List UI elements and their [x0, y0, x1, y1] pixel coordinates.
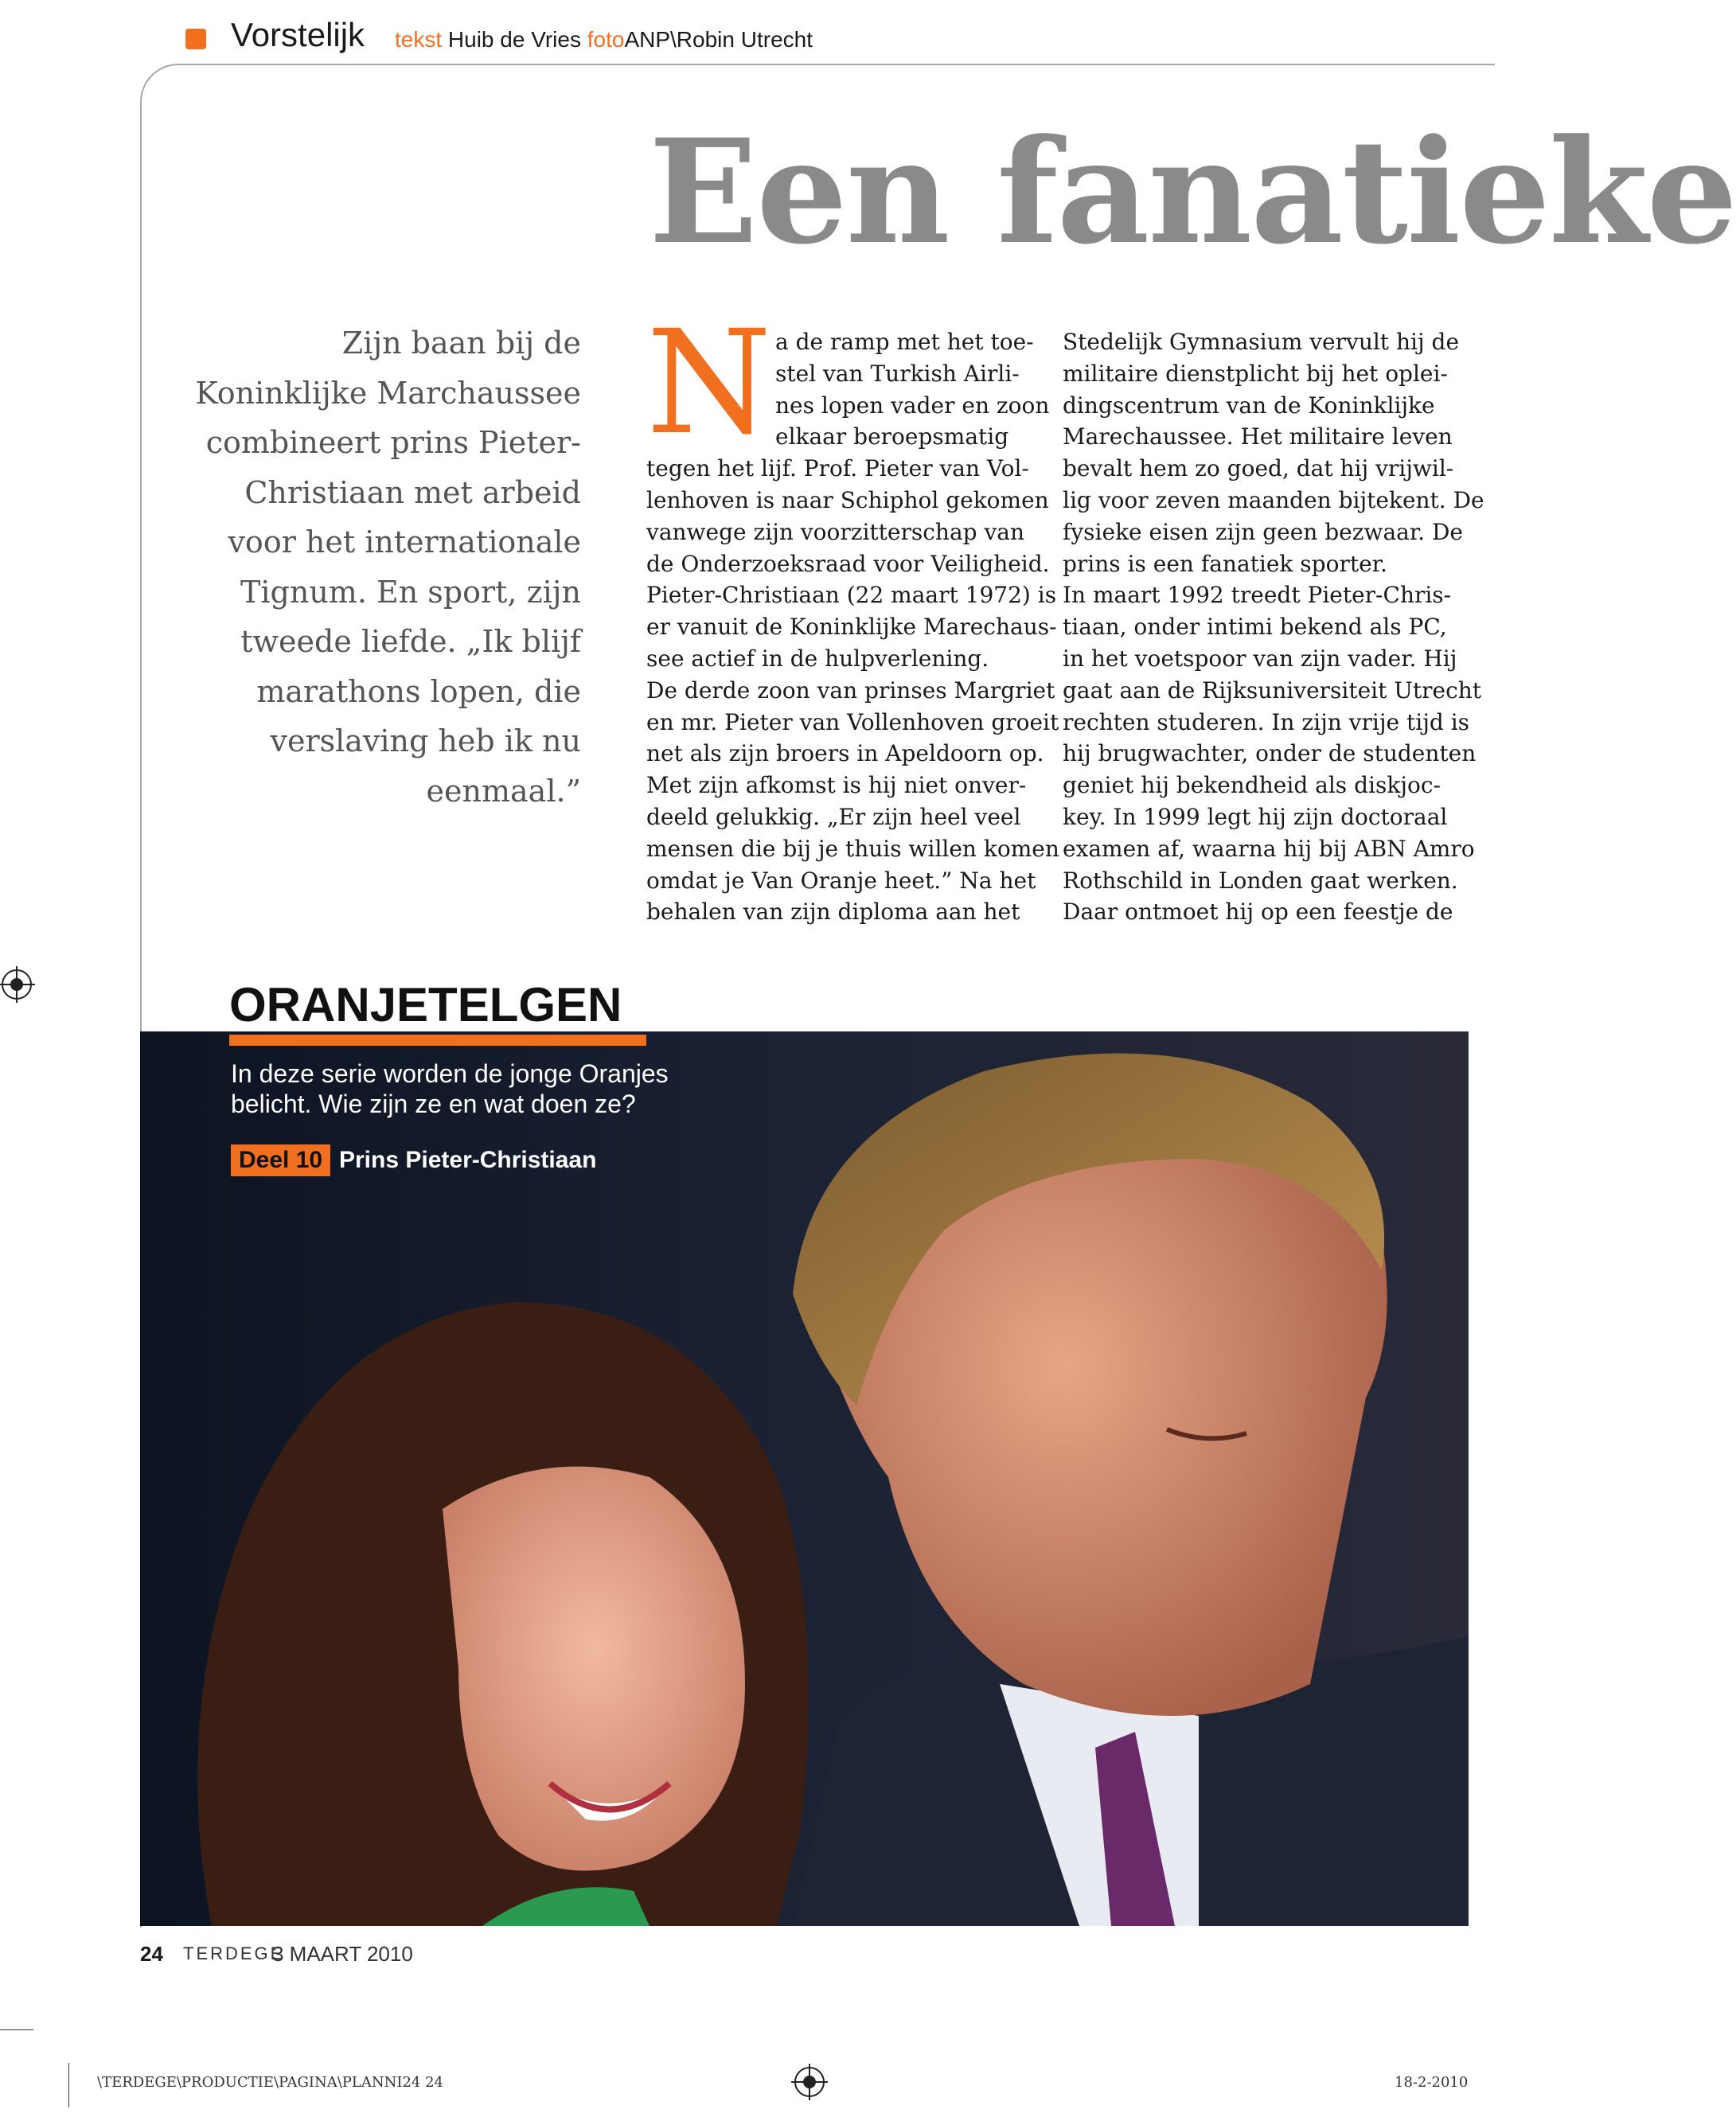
credits-author: Huib de Vries — [447, 27, 581, 52]
body-line: er vanuit de Koninklijke Marechaus- — [646, 614, 1057, 641]
body-line: behalen van zijn diploma aan het — [646, 899, 1020, 926]
body-line: Rothschild in Londen gaat werken. — [1063, 867, 1458, 894]
pull-quote-line: Christiaan met arbeid — [244, 474, 581, 510]
issue-date: 3 MAART 2010 — [272, 1942, 413, 1966]
body-line: militaire dienstplicht bij het oplei- — [1063, 360, 1448, 387]
body-line: De derde zoon van prinses Margriet — [646, 676, 1055, 704]
body-line: rechten studeren. In zijn vrije tijd is — [1063, 708, 1470, 735]
body-column-2 — [1063, 326, 1484, 928]
body-line: net als zijn broers in Apeldoorn op. — [646, 740, 1044, 767]
series-description: In deze serie worden de jonge Oranjes belicht. Wie zijn ze en wat doen ze? — [231, 1059, 669, 1118]
body-line: elkaar beroepsmatig — [775, 423, 1009, 450]
credits-photographer: ANP\Robin Utrecht — [624, 27, 813, 52]
series-part-name: Prins Pieter-Christiaan — [339, 1147, 597, 1173]
body-line: Daar ontmoet hij op een feestje de — [1063, 899, 1453, 926]
body-line: geniet hij bekendheid als diskjoc- — [1063, 772, 1441, 799]
drop-cap: N — [646, 300, 772, 466]
pull-quote-line: eenmaal.” — [426, 773, 581, 809]
body-line: Marechaussee. Het militaire leven — [1063, 423, 1453, 450]
body-line: a de ramp met het toe- — [775, 329, 1034, 355]
registration-mark-icon — [794, 2067, 825, 2097]
credits-photo-label: foto — [587, 27, 625, 52]
pull-quote-line: tweede liefde. „Ik blijf — [240, 624, 581, 659]
pull-quote-line: verslaving heb ik nu — [270, 723, 581, 758]
crop-mark — [68, 2063, 69, 2107]
body-line: lenhoven is naar Schiphol gekomen — [646, 486, 1049, 513]
body-line: bevalt hem zo goed, dat hij vrijwil- — [1063, 455, 1454, 482]
body-line: vanwege zijn voorzitterschap van — [646, 518, 1025, 545]
pull-quote-line: marathons lopen, die — [256, 673, 581, 709]
series-title: ORANJETELGEN — [229, 978, 622, 1031]
body-line: Met zijn afkomst is hij niet onver- — [646, 772, 1027, 799]
body-line: examen af, waarna hij bij ABN Amro — [1063, 835, 1475, 862]
body-line: in het voetspoor van zijn vader. Hij — [1063, 645, 1457, 672]
body-line: see actief in de hulpverlening. — [646, 645, 989, 672]
body-line: nes lopen vader en zoon — [775, 392, 1050, 419]
body-line: hij brugwachter, onder de studenten — [1063, 740, 1477, 767]
registration-mark-icon — [2, 969, 32, 1000]
pull-quote-line: Tignum. En sport, zijn — [240, 574, 581, 610]
body-line: en mr. Pieter van Vollenhoven groeit — [646, 708, 1059, 735]
body-line: mensen die bij je thuis willen komen — [646, 835, 1059, 862]
body-column-1 — [646, 326, 1059, 928]
body-line: omdat je Van Oranje heet.” Na het — [646, 867, 1036, 894]
pull-quote-line: Koninklijke Marchaussee — [195, 375, 581, 411]
body-line: tegen het lijf. Prof. Pieter van Vol- — [646, 455, 1029, 482]
body-line: key. In 1999 legt hij zijn doctoraal — [1063, 803, 1448, 830]
pull-quote — [167, 318, 581, 816]
body-line: Pieter-Christiaan (22 maart 1972) is — [646, 582, 1057, 609]
body-line: prins is een fanatiek sporter. — [1063, 550, 1387, 577]
crop-mark — [0, 2029, 33, 2030]
body-line: Stedelijk Gymnasium vervult hij de — [1063, 329, 1460, 355]
body-line: deeld gelukkig. „Er zijn heel veel — [646, 803, 1021, 830]
magazine-name: TERDEGE — [183, 1944, 285, 1963]
credits-text-label: tekst — [395, 27, 443, 52]
pull-quote-line: combineert prins Pieter- — [205, 425, 581, 460]
body-line: tiaan, onder intimi bekend als PC, — [1063, 614, 1447, 641]
series-part-badge: Deel 10 — [231, 1144, 330, 1176]
print-slug-date: 18-2-2010 — [1395, 2074, 1469, 2091]
pull-quote-line: Zijn baan bij de — [341, 326, 581, 361]
body-line: stel van Turkish Airli- — [775, 360, 1020, 387]
print-slug-path: \TERDEGE\PRODUCTIE\PAGINA\PLANNI24 24 — [97, 2074, 443, 2091]
article-title: Een fanatieke — [649, 108, 1736, 276]
pull-quote-line: voor het internationale — [228, 524, 581, 559]
body-line: de Onderzoeksraad voor Veiligheid. — [646, 550, 1050, 577]
body-line: lig voor zeven maanden bijtekent. De — [1063, 486, 1484, 513]
body-line: dingscentrum van de Koninklijke — [1063, 392, 1435, 419]
body-line: gaat aan de Rijksuniversiteit Utrecht — [1063, 676, 1482, 704]
credits-line — [395, 27, 813, 53]
series-accent-bar — [229, 1035, 646, 1046]
page-number: 24 — [140, 1942, 163, 1966]
section-name: Vorstelijk — [231, 16, 365, 53]
body-line: fysieke eisen zijn geen bezwaar. De — [1063, 518, 1463, 545]
body-line: In maart 1992 treedt Pieter-Chris- — [1063, 582, 1452, 609]
section-marker — [185, 29, 206, 49]
